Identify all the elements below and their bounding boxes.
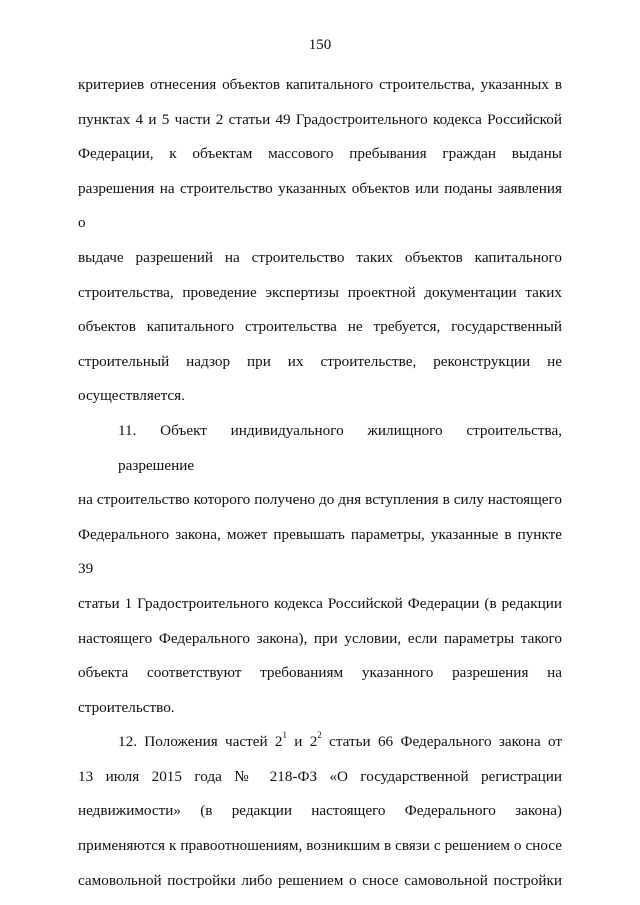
text-line: Федерального закона, может превышать параметры, указанные в пункте 39 <box>78 525 562 578</box>
text-line: объектов капитального строительства не требуется, государственный <box>78 318 562 336</box>
text-line: осуществляется. <box>78 387 185 405</box>
text-fragment: 12. Положения частей 2 <box>118 733 283 751</box>
text-line: выдаче разрешений на строительство таких объектов капитального <box>78 248 562 266</box>
text-line: применяются к правоотношениям, возникшим в связи с решением о сносе <box>78 837 562 855</box>
text-line: пунктах 4 и 5 части 2 статьи 49 Градостроительного кодекса Российской <box>78 110 562 128</box>
superscript: 1 <box>282 730 287 741</box>
document-body <box>78 68 562 898</box>
text-line: самовольной постройки либо решением о сносе самовольной постройки <box>78 871 562 889</box>
text-line: Федерации, к объектам массового пребывания граждан выданы <box>78 145 562 163</box>
paragraph-item-12 <box>78 725 562 898</box>
text-line: строительство. <box>78 698 175 716</box>
text-fragment: статьи 66 Федерального закона от <box>321 733 562 751</box>
superscript: 2 <box>317 730 322 741</box>
text-line: критериев отнесения объектов капитального строительства, указанных в <box>78 76 562 93</box>
text-line: недвижимости» (в редакции настоящего Федерального закона) <box>78 802 562 820</box>
paragraph-item-11 <box>78 414 562 725</box>
text-line: строительный надзор при их строительстве, реконструкции не <box>78 352 562 370</box>
text-line: объекта соответствуют требованиям указанного разрешения на <box>78 664 562 682</box>
paragraph-continuation <box>78 68 562 414</box>
text-line: 11. Объект индивидуального жилищного строительства, разрешение <box>118 421 562 474</box>
text-line: разрешения на строительство указанных объектов или поданы заявления о <box>78 179 562 232</box>
text-line: 13 июля 2015 года № 218-ФЗ «О государственной регистрации <box>78 767 562 785</box>
text-line: статьи 1 Градостроительного кодекса Российской Федерации (в редакции <box>78 594 562 612</box>
text-line: на строительство которого получено до дня вступления в силу настоящего <box>78 491 562 509</box>
text-line-with-superscripts <box>78 725 562 760</box>
text-fragment: и 2 <box>287 733 318 751</box>
text-line: настоящего Федерального закона), при условии, если параметры такого <box>78 629 562 647</box>
text-line: строительства, проведение экспертизы проектной документации таких <box>78 283 562 301</box>
page-number: 150 <box>308 37 332 53</box>
